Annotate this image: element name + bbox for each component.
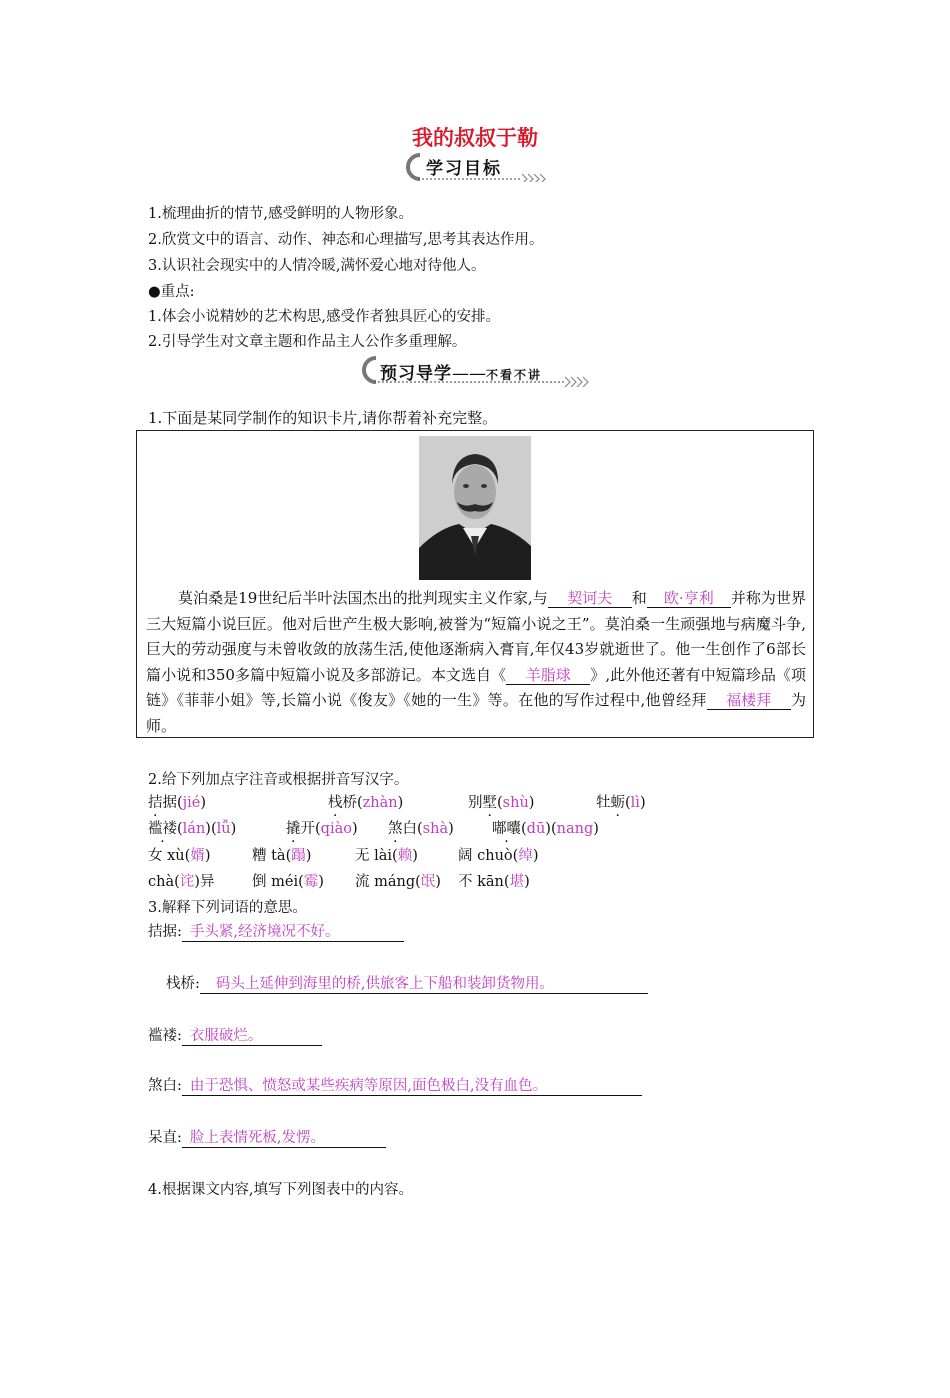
hanzi-item: 女 xù(婿): [148, 848, 211, 864]
question-4: 4.根据课文内容,填写下列图表中的内容。: [148, 1182, 413, 1198]
pinyin-answer: qiào: [320, 821, 352, 837]
page-title: 我的叔叔于勒: [412, 126, 538, 150]
hanzi-answer: 氓: [420, 874, 436, 890]
pinyin-prompt: 无 lài: [355, 848, 393, 864]
banner-label: 预习导学: [380, 364, 452, 384]
card-text-1: 莫泊桑是19世纪后半叶法国杰出的批判现实主义作家,与: [178, 589, 548, 607]
dotted-char: 墅: [482, 795, 497, 811]
definition-term: 拮据:: [148, 924, 182, 940]
dotted-char: 拮: [148, 795, 163, 811]
banner-dash: ——: [452, 364, 486, 384]
definition-item: [148, 1026, 322, 1046]
objective-2: 2.欣赏文中的语言、动作、神态和心理描写,思考其表达作用。: [148, 232, 544, 248]
pinyin-answer: shà: [422, 821, 449, 837]
hanzi-item: 不 kān(堪): [458, 874, 530, 890]
banner-sub-label: 不看不讲: [486, 368, 543, 382]
key-points-label: ●重点:: [148, 284, 195, 300]
card-paragraph: [146, 586, 806, 739]
pinyin-prompt: 倒 méi: [252, 874, 299, 890]
definition-item: [148, 1128, 386, 1148]
definition-term: 呆直:: [148, 1130, 182, 1146]
hanzi-item: 糟 tà(蹋): [252, 848, 312, 864]
card-text-4: 》,此外他还著有中短篇珍品《项链》《菲菲小姐》等,长篇小说《俊友》《她的一生》等。在他的写作过程中,他曾经拜: [146, 665, 806, 709]
hanzi-answer: 赖: [397, 848, 413, 864]
pinyin-item: 煞白(shà): [388, 821, 454, 837]
author-portrait: [419, 436, 531, 580]
word-char: 异: [199, 874, 215, 890]
definition-answer: 衣服破烂。: [182, 1027, 322, 1046]
banner-label: 学习目标: [426, 159, 502, 179]
hanzi-answer: 绰: [518, 848, 533, 864]
definition-term: 煞白:: [148, 1078, 182, 1094]
pinyin-item: 别墅(shù): [468, 795, 535, 811]
word-char: 开: [300, 821, 315, 837]
section-banner-preview: [360, 355, 592, 385]
pinyin-prompt: 流 máng: [355, 874, 416, 890]
pinyin-item: 牡蛎(lì): [596, 795, 646, 811]
pinyin-item: 撬开(qiào): [286, 821, 358, 837]
pinyin-item: 拮据(jié): [148, 795, 207, 811]
card-text-3: 并称为世界三大短篇小说巨匠。他对后世产生极大影响,被誉为“短篇小说之王”。莫泊桑一生顽强地与病魔斗争,巨大的劳动强度与未曾收敛的放荡生活,使他逐渐病入膏肓,年仅43岁就逝世了。他一生创作了6部长篇小说和350多篇中短篇小说及多部游记。本文选自《: [146, 589, 806, 684]
dotted-char: 蛎: [610, 795, 625, 811]
definition-term: 栈桥:: [166, 976, 200, 992]
pinyin-item: 栈桥(zhàn): [328, 795, 404, 811]
pinyin-item: 嘟囔(dū)(nang): [492, 821, 599, 837]
definition-answer: 脸上表情死板,发愣。: [182, 1129, 386, 1148]
pinyin-answer: lán: [182, 821, 206, 837]
dotted-word: 嘟囔: [492, 821, 521, 837]
dotted-char: 栈: [328, 795, 343, 811]
hanzi-answer: 诧: [179, 874, 195, 890]
definition-item: [148, 1076, 642, 1096]
hanzi-item: 倒 méi(霉): [252, 874, 324, 890]
pinyin-prompt: 不 kān: [458, 874, 504, 890]
answer-chekhov: 契诃夫: [548, 589, 632, 608]
word-char: 据: [162, 795, 177, 811]
key-point-1: 1.体会小说精妙的艺术构思,感受作者独具匠心的安排。: [148, 309, 500, 325]
word-char: 白: [402, 821, 417, 837]
definition-answer: 码头上延伸到海里的桥,供旅客上下船和装卸货物用。: [200, 975, 648, 994]
dotted-char: 煞: [388, 821, 403, 837]
hanzi-answer: 堪: [509, 874, 525, 890]
hanzi-answer: 霉: [303, 874, 319, 890]
word-char: 牡: [596, 795, 611, 811]
hanzi-answer: 蹋: [291, 848, 306, 864]
pinyin-answer: nang: [556, 821, 594, 837]
definition-answer: 手头紧,经济境况不好。: [182, 923, 404, 942]
hanzi-answer: 婿: [190, 848, 205, 864]
definition-item: [148, 922, 404, 942]
hanzi-item: chà(诧)异: [148, 874, 215, 890]
pinyin-prompt: 女 xù: [148, 848, 185, 864]
card-text-2: 和: [631, 589, 647, 607]
pinyin-prompt: 糟 tà: [252, 848, 286, 864]
dotted-word: 褴褛: [148, 821, 177, 837]
key-point-2: 2.引导学生对文章主题和作品主人公作多重理解。: [148, 334, 467, 350]
card-text-5: 为师。: [146, 691, 806, 735]
objective-1: 1.梳理曲折的情节,感受鲜明的人物形象。: [148, 206, 413, 222]
definition-term: 褴褛:: [148, 1028, 182, 1044]
definition-answer: 由于恐惧、愤怒或某些疾病等原因,面色极白,没有血色。: [182, 1077, 642, 1096]
word-char: 别: [468, 795, 483, 811]
hanzi-item: 无 lài(赖): [355, 848, 418, 864]
word-char: 桥: [342, 795, 357, 811]
hanzi-item: 流 máng(氓): [355, 874, 441, 890]
question-3: 3.解释下列词语的意思。: [148, 900, 307, 916]
pinyin-item: 褴褛(lán)(lǚ): [148, 821, 237, 837]
pinyin-prompt: 阔 chuò: [458, 848, 513, 864]
pinyin-answer: dū: [526, 821, 546, 837]
pinyin-answer: zhàn: [362, 795, 398, 811]
answer-flaubert: 福楼拜: [707, 691, 791, 710]
question-1: 1.下面是某同学制作的知识卡片,请你帮着补充完整。: [148, 409, 498, 427]
definition-item: [166, 974, 648, 994]
question-2: 2.给下列加点字注音或根据拼音写汉字。: [148, 772, 409, 788]
pinyin-answer: lì: [630, 795, 640, 811]
answer-boule-de-suif: 羊脂球: [506, 666, 590, 685]
hanzi-item: 阔 chuò(绰): [458, 848, 539, 864]
portrait-image: [419, 436, 531, 580]
pinyin-answer: shù: [502, 795, 529, 811]
pinyin-prompt: chà: [148, 874, 175, 890]
pinyin-answer: lǚ: [216, 821, 231, 837]
answer-o-henry: 欧·亨利: [647, 589, 731, 608]
objective-3: 3.认识社会现实中的人情冷暖,满怀爱心地对待他人。: [148, 258, 486, 274]
dotted-char: 撬: [286, 821, 301, 837]
pinyin-answer: jié: [182, 795, 201, 811]
section-banner-objectives: [404, 152, 549, 182]
